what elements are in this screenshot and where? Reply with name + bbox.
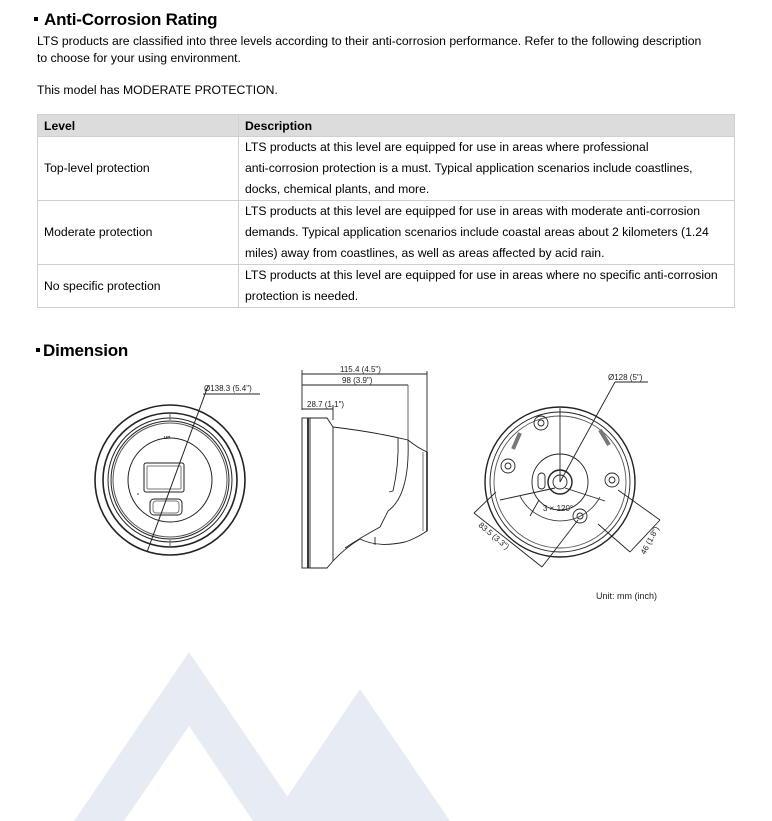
- column-header-level: Level: [38, 115, 239, 137]
- description-line: docks, chemical plants, and more.: [245, 182, 430, 196]
- description-line: protection is needed.: [245, 289, 359, 303]
- up-marking: UP: [164, 435, 171, 440]
- total-depth-label: 115.4 (4.5"): [340, 365, 381, 374]
- description-line: anti-corrosion protection is a must. Typical application scenarios include coastlines,: [245, 161, 693, 175]
- camera-front-view-drawing: [90, 372, 270, 582]
- model-protection-statement: This model has MODERATE PROTECTION.: [37, 83, 278, 97]
- camera-side-view-drawing: [295, 362, 440, 574]
- dimension-title-text: Dimension: [43, 341, 129, 360]
- unit-label: Unit: mm (inch): [596, 591, 658, 601]
- intro-line-1: LTS products are classified into three levels according to their anti-corrosion performance. Refer to the following description: [37, 34, 702, 48]
- anti-corrosion-title-text: Anti-Corrosion Rating: [44, 10, 218, 29]
- table-row: [38, 137, 735, 201]
- table-row: [38, 265, 735, 308]
- front-diameter-label: Ø138.3 (5.4"): [204, 384, 252, 393]
- anti-corrosion-table: [37, 114, 735, 308]
- body-depth-label: 98 (3.9"): [342, 376, 373, 385]
- base-diameter-label: Ø128 (5"): [608, 373, 643, 382]
- description-line: LTS products at this level are equipped for use in areas where no specific anti-corrosion: [245, 268, 718, 282]
- description-line: LTS products at this level are equipped for use in areas where professional: [245, 140, 649, 154]
- level-cell: Moderate protection: [38, 201, 239, 265]
- mounting-base-view-drawing: [465, 370, 670, 575]
- table-header-row: [38, 115, 735, 137]
- intro-line-2: to choose for your using environment.: [37, 50, 241, 65]
- description-line: miles) away from coastlines, as well as areas affected by acid rain.: [245, 246, 605, 260]
- bullet-icon: [34, 17, 38, 21]
- description-line: LTS products at this level are equipped for use in areas with moderate anti-corrosion: [245, 204, 701, 218]
- offset-label: 46 (1.8"): [638, 524, 662, 556]
- level-cell: Top-level protection: [38, 137, 239, 201]
- anti-corrosion-heading: [34, 10, 217, 30]
- angle-label: 3 × 120°: [543, 504, 574, 513]
- level-cell: No specific protection: [38, 265, 239, 308]
- description-cell: [239, 201, 735, 265]
- bullet-icon: [36, 348, 40, 352]
- description-line: demands. Typical application scenarios include coastal areas about 2 kilometers (1.24: [245, 225, 709, 239]
- description-cell: [239, 265, 735, 308]
- description-cell: [239, 137, 735, 201]
- dimension-heading: [36, 341, 128, 361]
- anti-corrosion-intro: [37, 33, 737, 66]
- base-depth-label: 28.7 (1.1"): [307, 400, 345, 409]
- hole-spacing-label: 83.5 (3.3"): [476, 520, 511, 552]
- column-header-description: Description: [239, 115, 735, 137]
- table-row: [38, 201, 735, 265]
